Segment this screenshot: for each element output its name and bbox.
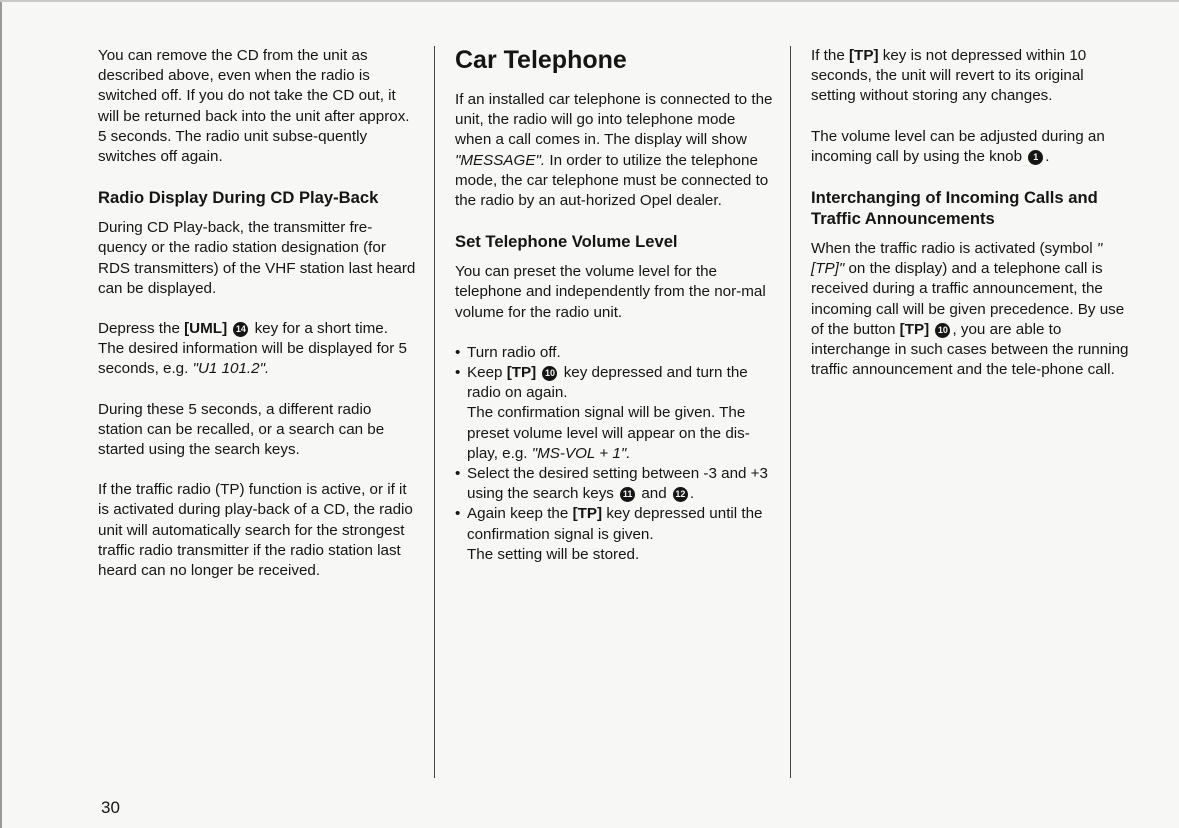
heading-volume-level: Set Telephone Volume Level: [455, 232, 678, 252]
key-number-icon: 10: [935, 323, 950, 338]
display-example: "MS-VOL + 1".: [531, 444, 631, 462]
key-number-icon: 12: [673, 487, 688, 502]
paragraph: You can preset the volume level for the telephone and independently from the nor-mal volume for the radio unit.: [455, 263, 766, 321]
list-item: [455, 504, 773, 565]
key-number-icon: 11: [620, 487, 635, 502]
text: Keep: [467, 364, 507, 382]
list-item: [455, 363, 773, 464]
paragraph: [811, 239, 1131, 380]
key-label: [TP]: [899, 320, 930, 338]
paragraph: [811, 127, 1131, 167]
knob-number-icon: 1: [1028, 150, 1043, 165]
display-example: "[TP]": [811, 240, 1103, 278]
text: The setting will be stored.: [467, 545, 640, 563]
text: If an installed car telephone is connected to the unit, the radio will go into telephone mode when a call comes in. The display will show: [455, 91, 773, 149]
key-number-icon: 14: [233, 322, 248, 337]
paragraph: [811, 46, 1131, 107]
text: and: [637, 485, 671, 503]
text: key is not depressed within 10 seconds, the unit will revert to its original setting without storing any changes.: [811, 47, 1087, 105]
paragraph: If the traffic radio (TP) function is active, or if it is activated during play-back of a CD, the radio unit will automatically search for the strongest traffic radio transmitter if the radio station last heard can no longer be received.: [98, 481, 413, 580]
key-number-icon: 10: [542, 366, 557, 381]
text: key depressed and turn the radio on again.: [467, 364, 748, 402]
text: .: [1045, 147, 1050, 165]
section-title: Car Telephone: [455, 46, 627, 74]
display-example: "U1 101.2".: [192, 360, 270, 378]
instruction-list: [455, 343, 773, 565]
text: , you are able to interchange in such cases between the running traffic announcement and the tele-phone call.: [811, 320, 1129, 379]
key-label: [TP]: [506, 364, 537, 382]
list-item: [455, 464, 773, 504]
heading-radio-display: Radio Display During CD Play-Back: [98, 188, 379, 208]
display-example: "MESSAGE".: [455, 151, 546, 169]
key-label: [TP]: [572, 505, 603, 523]
paragraph: [98, 319, 416, 380]
list-item: • Turn radio off.: [455, 343, 773, 363]
column-middle: [455, 46, 773, 565]
paragraph: You can remove the CD from the unit as described above, even when the radio is switched off. If you do not take the CD out, it will be returned back into the unit after approx. 5 seconds. The radio unit subse-quently switches off again.: [98, 47, 410, 166]
column-left: [98, 46, 416, 601]
page-number: 30: [101, 798, 120, 817]
page-edge: [0, 0, 2, 828]
text: on the display) and a telephone call is received during a traffic announcement, the incoming call will be given precedence. By use of the button: [811, 260, 1125, 338]
text: When the traffic radio is activated (symbol: [811, 240, 1097, 258]
paragraph: [455, 90, 773, 211]
text: If the: [811, 47, 849, 64]
key-label: [UML]: [184, 320, 228, 338]
text: The confirmation signal will be given. The preset volume level will appear on the dis-play, e.g.: [467, 404, 750, 462]
text: .: [689, 485, 695, 503]
key-label: [TP]: [849, 47, 879, 64]
column-divider: [434, 46, 435, 778]
column-right: [811, 46, 1131, 400]
text: The volume level can be adjusted during an incoming call by using the knob: [811, 127, 1105, 165]
text: key for a short time. The desired information will be displayed for 5 seconds, e.g.: [98, 320, 407, 378]
paragraph: During these 5 seconds, a different radio station can be recalled, or a search can be started using the search keys.: [98, 400, 385, 459]
page-edge-top: [0, 0, 1179, 2]
heading-interchanging: Interchanging of Incoming Calls and Traffic Announcements: [811, 188, 1098, 229]
text: Select the desired setting between -3 and +3 using the search keys: [467, 465, 768, 503]
column-divider: [790, 46, 791, 778]
text: Depress the: [98, 320, 185, 338]
text: Again keep the: [467, 505, 573, 523]
paragraph: During CD Play-back, the transmitter fre-quency or the radio station designation (for RDS transmitters) of the VHF station last heard can be displayed.: [98, 219, 416, 297]
text: key depressed until the confirmation signal is given.: [467, 505, 763, 543]
text: In order to utilize the telephone mode, the car telephone must be connected to the radio by an aut-horized Opel dealer.: [455, 151, 769, 210]
